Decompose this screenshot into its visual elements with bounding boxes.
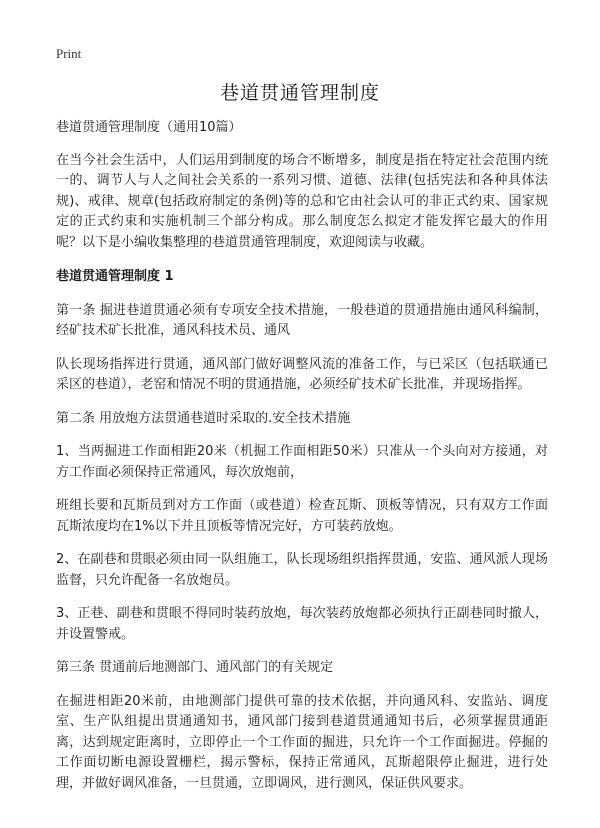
print-link[interactable]: Print [56, 46, 82, 61]
paragraph-article-1: 第一条 掘进巷道贯通必须有专项安全技术措施，一般巷道的贯通措施由通风科编制，经矿技术矿长批准，通风科技术员、通风 [56, 302, 548, 338]
paragraph-article-3-heading: 第三条 贯通前后地测部门、通风部门的有关规定 [56, 660, 334, 675]
paragraph-item-2: 2、在副巷和贯眼必须由同一队组施工，队长现场组织指挥贯通，安监、通风派人现场监督，只允许配备一名放炮员。 [56, 552, 548, 588]
paragraph-item-3: 3、正巷、副巷和贯眼不得同时装药放炮，每次装药放炮都必须执行正副巷同时撤人，并设置警戒。 [56, 606, 548, 642]
paragraph-item-1-cont: 班组长要和瓦斯员到对方工作面（或巷道）检查瓦斯、顶板等情况，只有双方工作面瓦斯浓度均在1%以下并且顶板等情况完好，方可装药放炮。 [56, 498, 548, 534]
document-subtitle: 巷道贯通管理制度（通用10篇） [56, 120, 242, 135]
paragraph-item-1: 1、当两掘进工作面相距20米（机掘工作面相距50米）只准从一个头向对方接通，对方工作面必须保持正常通风，每次放炮前， [56, 444, 548, 480]
paragraph-article-1-cont: 队长现场指挥进行贯通，通风部门做好调整风流的准备工作，与已采区（包括联通已采区的巷道），老窑和情况不明的贯通措施，必须经矿技术矿长批准，并现场指挥。 [56, 356, 548, 392]
section-heading: 巷道贯通管理制度 1 [56, 269, 174, 284]
document-body [56, 118, 548, 807]
paragraph-article-3-body: 在掘进相距20米前，由地测部门提供可靠的技术依据，并向通风科、安监站、调度室、生产队组提出贯通通知书，通风部门接到巷道贯通通知书后，必须掌握贯通距离，达到规定距离时，立即停止一个工作面的掘进，只允许一个工作面掘进。停掘的工作面切断电源设置栅栏，揭示警标，保持正常通风，瓦斯超限停止掘进，进行处理，并做好调风准备，一旦贯通，立即调风，进行测风，保证供风要求。 [56, 693, 548, 791]
page-title: 巷道贯通管理制度 [219, 82, 380, 104]
intro-paragraph: 在当今社会生活中，人们运用到制度的场合不断增多，制度是指在特定社会范围内统一的、调节人与人之间社会关系的一系列习惯、道德、法律(包括宪法和各种具体法规)、戒律、规章(包括政府制定的条例)等的总和它由社会认可的非正式约束、国家规定的正式约束和实施机制三个部分构成。那么制度怎么拟定才能发挥它最大的作用呢？以下是小编收集整理的巷道贯通管理制度，欢迎阅读与收藏。 [56, 152, 548, 250]
paragraph-article-2-heading: 第二条 用放炮方法贯通巷道时采取的.安全技术措施 [56, 410, 351, 426]
